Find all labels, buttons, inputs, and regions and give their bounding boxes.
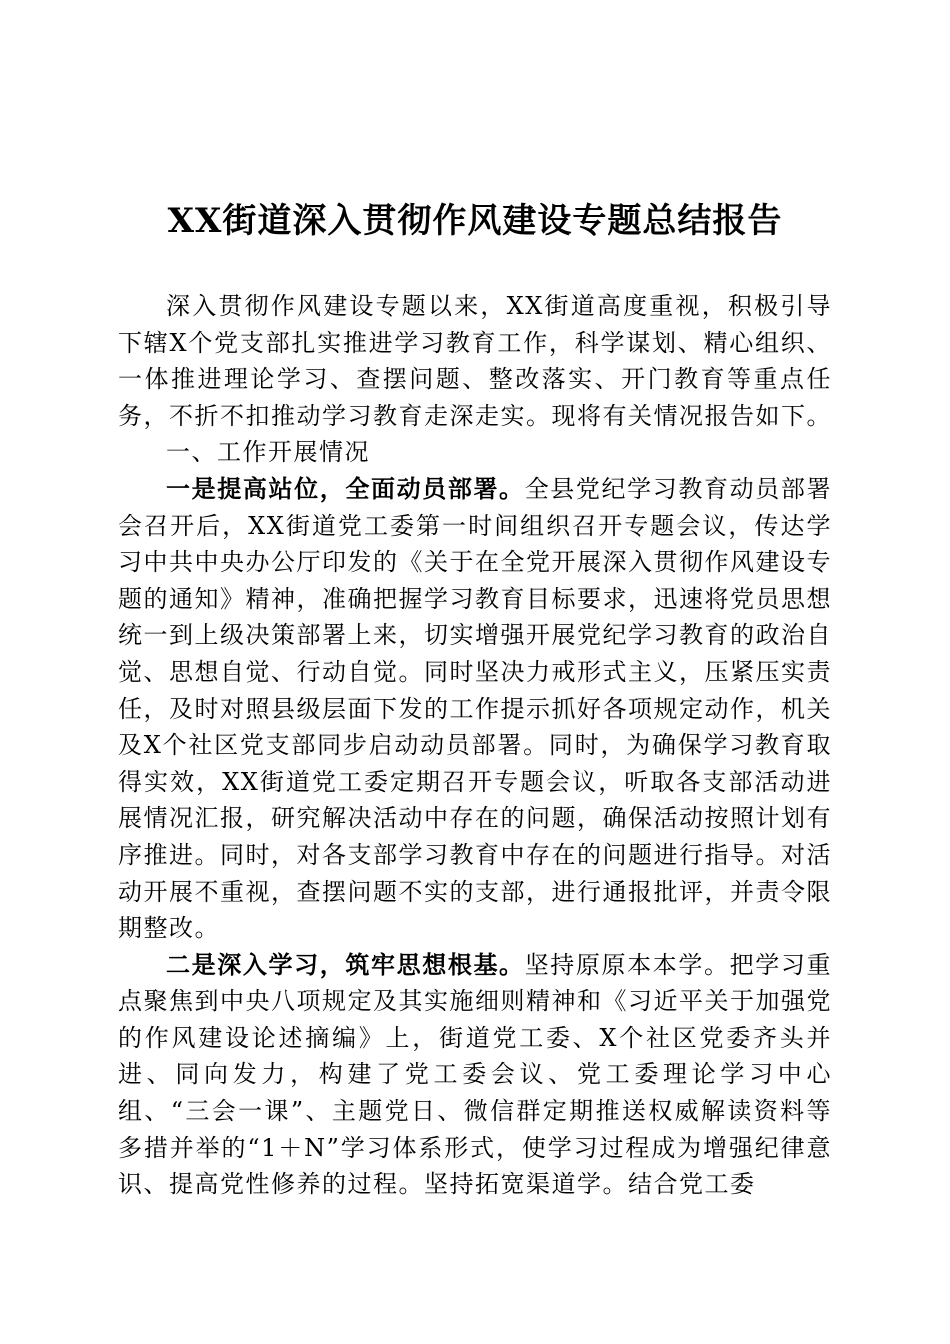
document-title: XX街道深入贯彻作风建设专题总结报告 [167, 201, 783, 241]
point-2-text: 坚持原原本本学。把学习重点聚焦到中央八项规定及其实施细则精神和《习近平关于加强党的作风建设论述摘编》上，街道党工委、X个社区党委齐头并进、同向发力，构建了党工委会议、党工委理论学习中心组、“三会一课”、主题党日、微信群定期推送权威解读资料等多措并举的“1＋N”学习体系形式，使学习过程成为增强纪律意识、提高党性修养的过程。坚持拓宽渠道学。结合党工委 [118, 950, 833, 1199]
point-2-lead: 二是深入学习，筑牢思想根基。 [166, 949, 525, 979]
point-1-paragraph [118, 471, 832, 947]
intro-paragraph: 深入贯彻作风建设专题以来，XX街道高度重视，积极引导下辖X个党支部扎实推进学习教育工作，科学谋划、精心组织、一体推进理论学习、查摆问题、整改落实、开门教育等重点任务，不折不扣推动学习教育走深走实。现将有关情况报告如下。 [118, 292, 832, 430]
point-1-lead: 一是提高站位，全面动员部署。 [166, 473, 525, 503]
point-1-text: 全县党纪学习教育动员部署会召开后，XX街道党工委第一时间组织召开专题会议，传达学习中共中央办公厅印发的《关于在全党开展深入贯彻作风建设专题的通知》精神，准确把握学习教育目标要求，迅速将党员思想统一到上级决策部署上来，切实增强开展党纪学习教育的政治自觉、思想自觉、行动自觉。同时坚决力戒形式主义，压紧压实责任，及时对照县级层面下发的工作提示抓好各项规定动作，机关及X个社区党支部同步启动动员部署。同时，为确保学习教育取得实效，XX街道党工委定期召开专题会议，听取各支部活动进展情况汇报，研究解决活动中存在的问题，确保活动按照计划有序推进。同时，对各支部学习教育中存在的问题进行指导。对活动开展不重视，查摆问题不实的支部，进行通报批评，并责令限期整改。 [118, 474, 833, 943]
document-body [118, 288, 832, 1203]
point-2-paragraph [118, 947, 832, 1203]
section-heading: 一、工作开展情况 [166, 438, 370, 467]
